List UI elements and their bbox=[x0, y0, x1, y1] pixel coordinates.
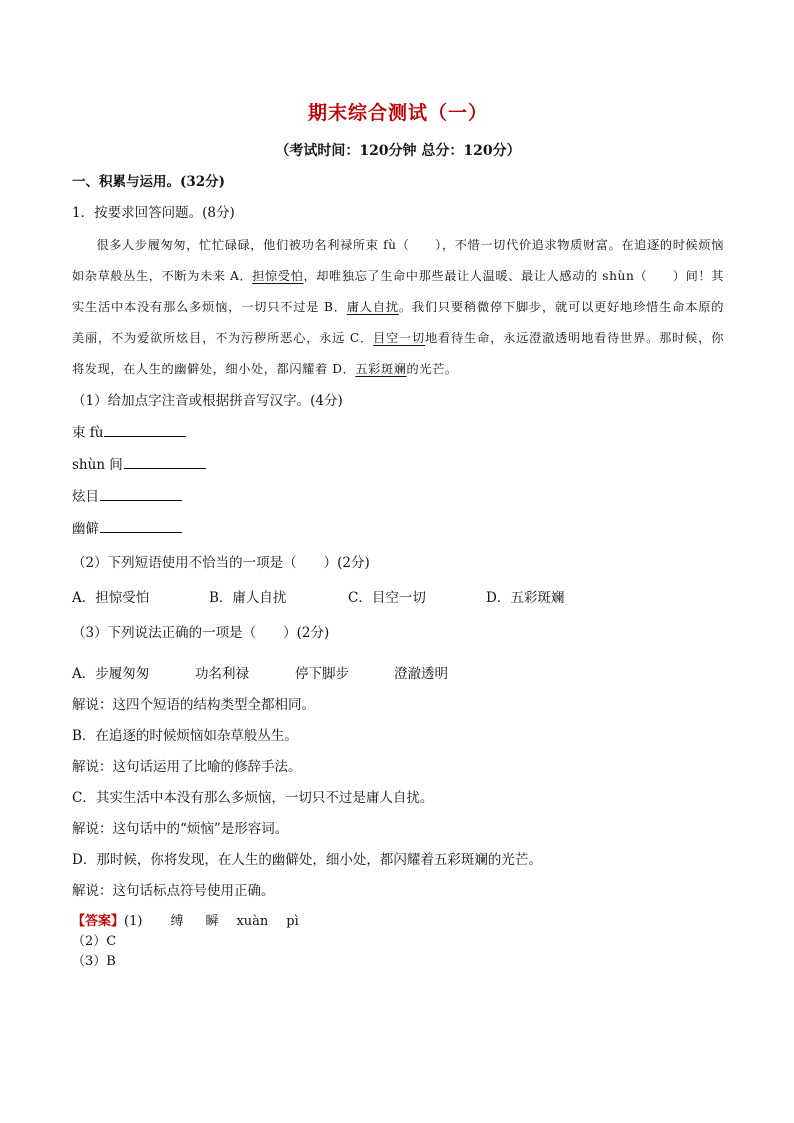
answer-tag: 【答案】 bbox=[72, 914, 125, 929]
option-b-line[interactable]: B．在追逐的时候烦恼如杂草般丛生。 bbox=[72, 728, 298, 744]
sub-question-1: （1）给加点字注音或根据拼音写汉字。(4分) bbox=[72, 393, 343, 409]
answer-blank[interactable] bbox=[104, 422, 186, 437]
passage-text-3: 。我们只要稍微停下脚步，就可以更好地珍惜生命本原的美丽，不为爱欲所炫目，不为污秽所恶心，永远 C． bbox=[72, 300, 725, 345]
page-title: 期末综合测试（一） bbox=[307, 102, 488, 124]
option-a[interactable]: A．担惊受怕 bbox=[72, 590, 150, 606]
explanation-c: 解说：这句话中的“烦恼”是形容词。 bbox=[72, 821, 289, 837]
fill-item-1: 束 fù bbox=[72, 422, 724, 443]
option-a-row[interactable]: A．步履匆匆 功名利禄 停下脚步 澄澈透明 bbox=[72, 666, 448, 682]
explanation-a: 解说：这四个短语的结构类型全都相同。 bbox=[72, 697, 315, 713]
answer-line-1: 【答案】(1) 缚 瞬 xuàn pì bbox=[72, 914, 299, 929]
answer-blank[interactable] bbox=[100, 518, 182, 533]
passage-phrase-d: 五彩斑斓 bbox=[355, 362, 407, 376]
sub-question-2: （2）下列短语使用不恰当的一项是（ ）(2分) bbox=[72, 555, 370, 571]
fill-item-3: 炫目 bbox=[72, 486, 724, 507]
passage-phrase-a: 担惊受怕 bbox=[252, 269, 304, 283]
fill-item-2: shùn 间 bbox=[72, 454, 724, 475]
passage-phrase-b: 庸人自扰 bbox=[346, 300, 399, 314]
passage-text-5: 的光芒。 bbox=[406, 362, 458, 376]
passage-text-1: 很多人步履匆匆，忙忙碌碌，他们被功名利禄所束 fù（ ），不惜一切代价追求物质财富。在追逐的时候烦恼如杂草般丛生，不断为未来 A． bbox=[72, 238, 724, 283]
exam-page bbox=[72, 100, 724, 972]
fill-item-4: 幽僻 bbox=[72, 518, 724, 539]
option-d-line[interactable]: D．那时候，你将发现，在人生的幽僻处，细小处，都闪耀着五彩斑斓的光芒。 bbox=[72, 852, 542, 868]
option-d[interactable]: D．五彩斑斓 bbox=[486, 590, 565, 606]
passage-phrase-c: 目空一切 bbox=[373, 331, 426, 345]
answer-blank[interactable] bbox=[100, 486, 182, 501]
option-c[interactable]: C．目空一切 bbox=[348, 590, 426, 606]
answer-line-3: （3）B bbox=[72, 954, 116, 969]
explanation-d: 解说：这句话标点符号使用正确。 bbox=[72, 883, 275, 899]
option-b[interactable]: B．庸人自扰 bbox=[209, 590, 287, 606]
section-heading: 一、积累与运用。(32分) bbox=[72, 174, 226, 190]
answer-blank[interactable] bbox=[124, 454, 206, 469]
option-c-line[interactable]: C．其实生活中本没有那么多烦恼，一切只不过是庸人自扰。 bbox=[72, 790, 434, 806]
question-stem: 1．按要求回答问题。(8分) bbox=[72, 205, 235, 221]
exam-info: （考试时间：120分钟 总分：120分） bbox=[275, 143, 521, 159]
passage-text-4: 地看待生命，永远澄澈透明地看待世界。那时候，你将发现，在人生的幽僻处，细小处，都闪耀着 D． bbox=[72, 331, 724, 376]
options-row bbox=[72, 588, 724, 608]
sub-question-3: （3）下列说法正确的一项是（ ）(2分) bbox=[72, 625, 330, 641]
answer-line-2: （2）C bbox=[72, 934, 117, 949]
reading-passage bbox=[72, 230, 724, 385]
explanation-b: 解说：这句话运用了比喻的修辞手法。 bbox=[72, 759, 302, 775]
passage-text-2: ，却唯独忘了生命中那些最让人温暖、最让人感动的 shùn（ ）间！其实生活中本没有那么多烦恼，一切只不过是 B． bbox=[72, 269, 724, 314]
